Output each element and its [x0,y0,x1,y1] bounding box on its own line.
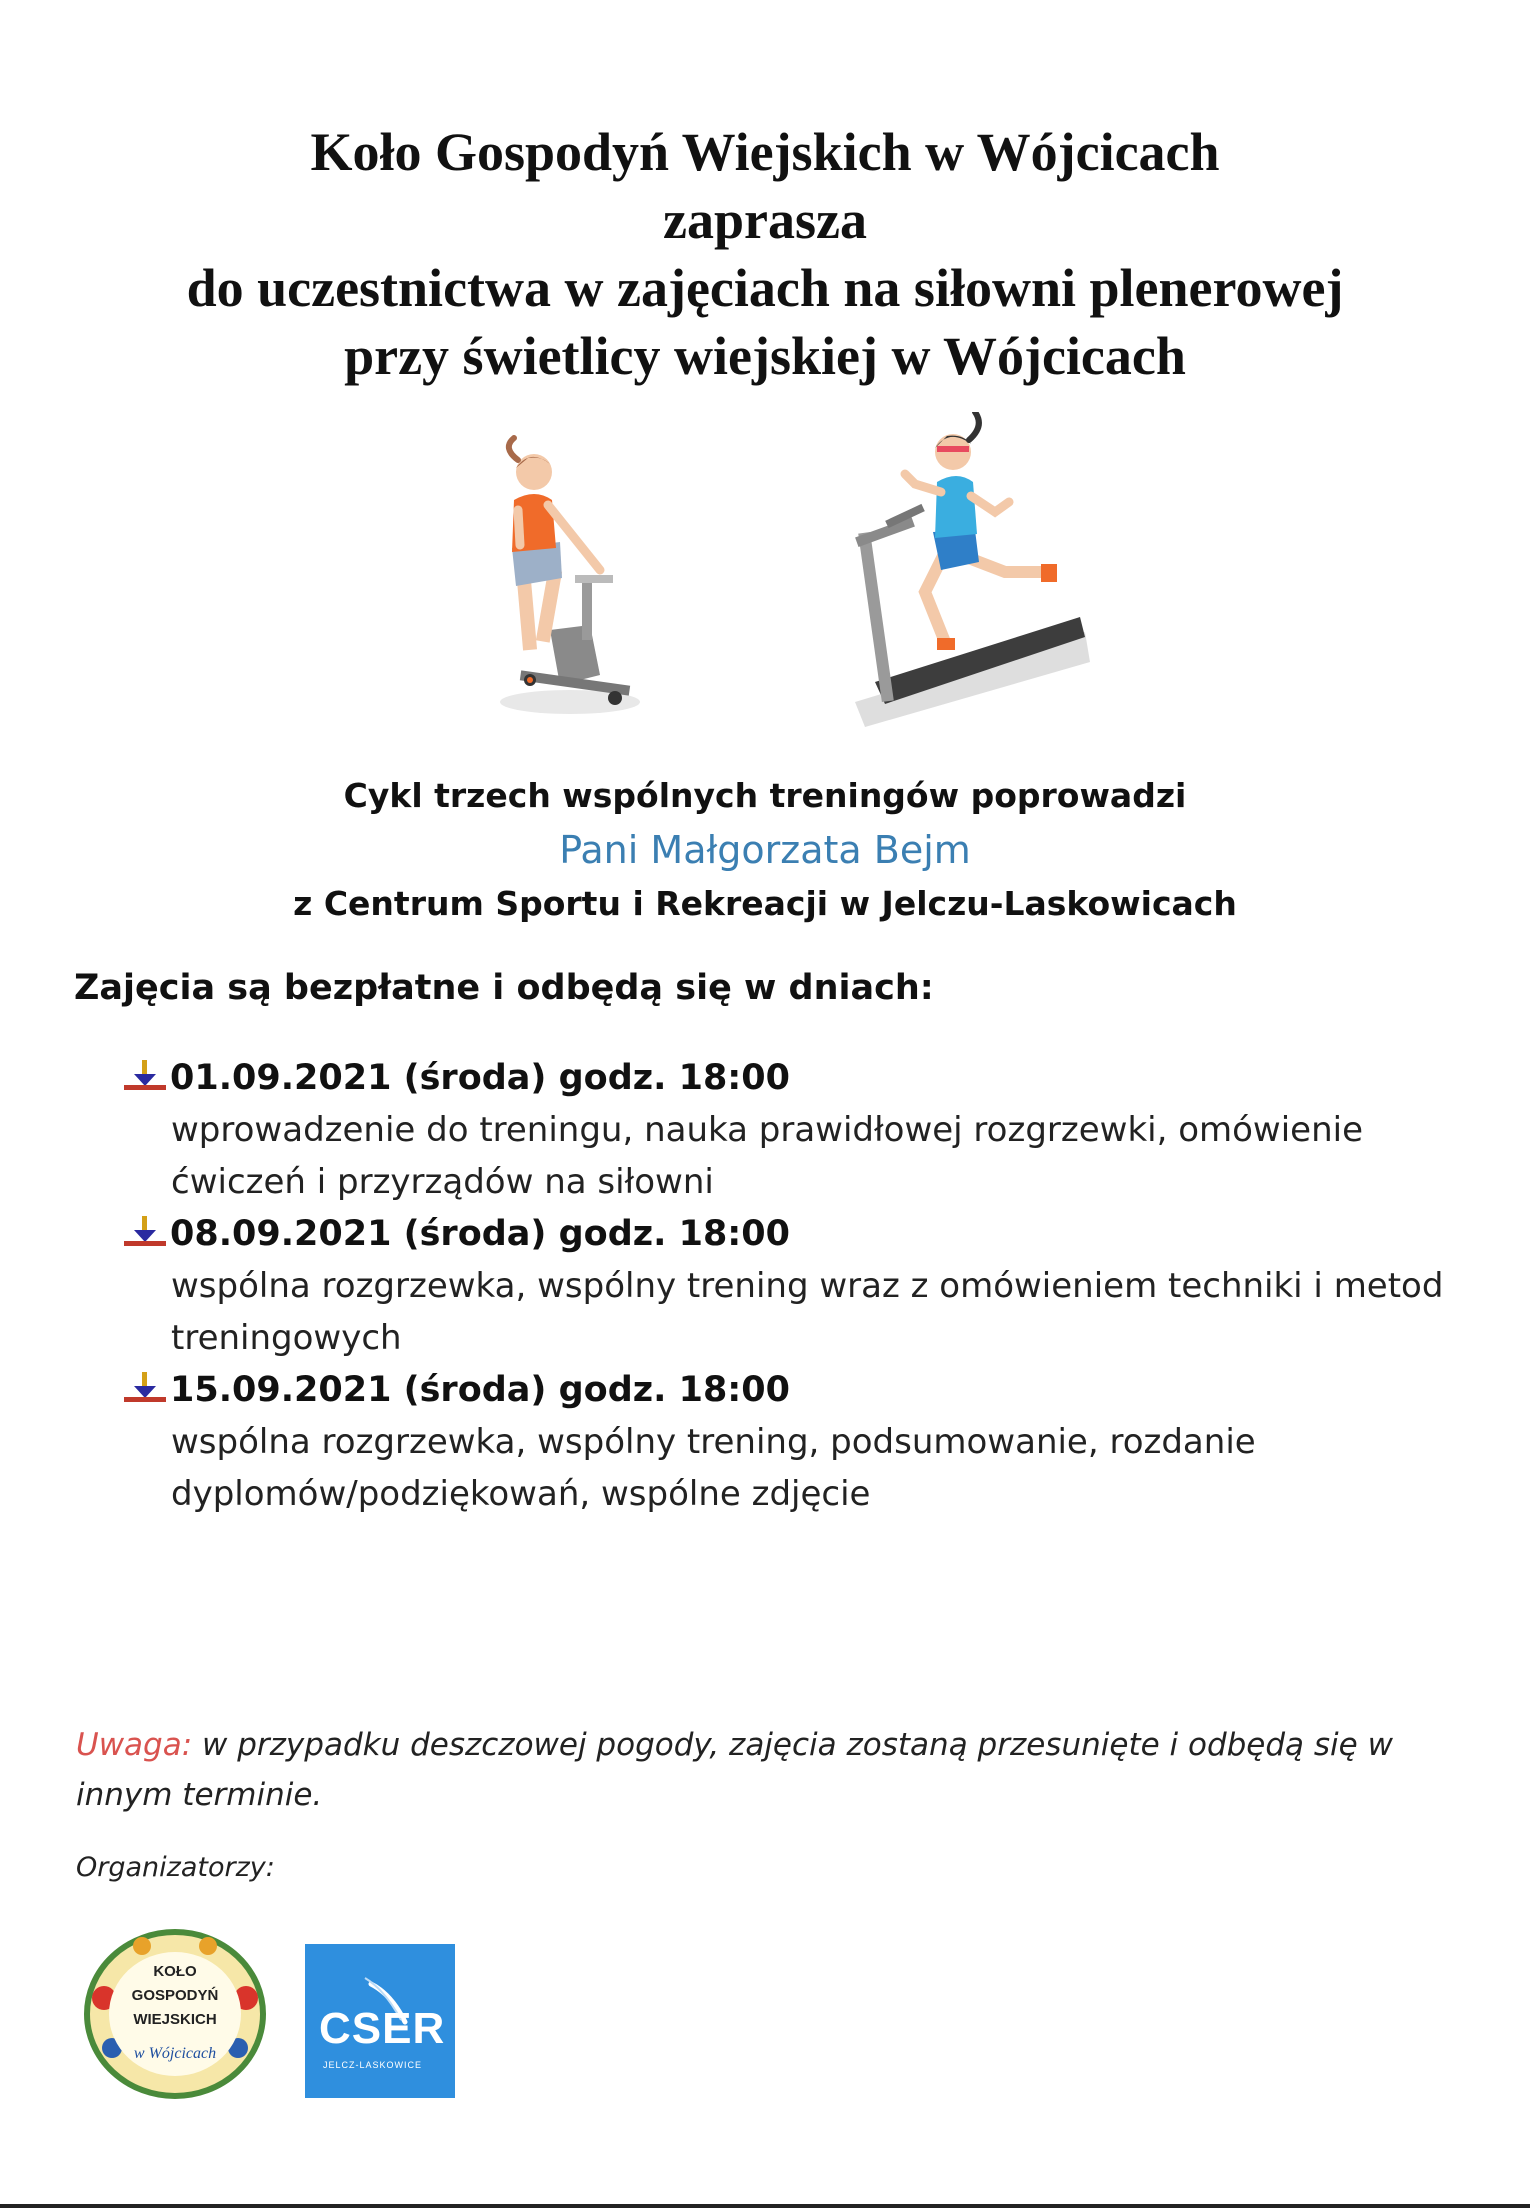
kgw-logo-line-1: KOŁO [153,1963,197,1980]
cser-brand: CSER [319,2004,446,2053]
session-description: wspólna rozgrzewka, wspólny trening, podsumowanie, rozdanie dyplomów/podziękowań, wspólne zdjęcie [171,1422,1256,1514]
bottom-border [0,2204,1530,2208]
weather-note [76,1720,1456,1820]
note-text: w przypadku deszczowej pogody, zajęcia zostaną przesunięte i odbędą się w innym terminie. [76,1727,1393,1813]
intro-line: Cykl trzech wspólnych treningów poprowadzi [343,776,1187,815]
arrow-bullet-icon [120,1056,170,1100]
heading-line-1: Koło Gospodyń Wiejskich w Wójcicach [310,122,1220,182]
session-description: wprowadzenie do treningu, nauka prawidłowej rozgrzewki, omówienie ćwiczeń i przyrządów na siłowni [171,1110,1364,1202]
arrow-bullet-icon [120,1212,170,1256]
heading-line-4: przy świetlicy wiejskiej w Wójcicach [344,326,1186,386]
kgw-logo-line-3: WIEJSKICH [133,2011,217,2028]
list-item [120,1052,1480,1208]
arrow-bullet-icon [120,1368,170,1412]
intro-block [0,770,1530,930]
session-date: 01.09.2021 (środa) godz. 18:00 [170,1058,791,1098]
session-description: wspólna rozgrzewka, wspólny trening wraz z omówieniem techniki i metod treningowych [171,1266,1444,1358]
cser-subtitle: JELCZ-LASKOWICE [323,2060,423,2070]
kgw-logo-line-2: GOSPODYŃ [131,1987,219,2004]
page-heading [0,118,1530,390]
note-warning-label: Uwaga: [76,1727,193,1763]
kgw-logo-line-4: w Wójcicach [133,2045,217,2062]
list-item [120,1364,1480,1520]
heading-line-3: do uczestnictwa w zajęciach na siłowni plenerowej [186,258,1344,318]
session-list [120,1052,1480,1520]
heading-line-2: zaprasza [663,190,867,250]
session-date: 08.09.2021 (środa) godz. 18:00 [170,1214,791,1254]
cser-logo [305,1944,455,2098]
session-date: 15.09.2021 (środa) godz. 18:00 [170,1370,791,1410]
free-classes-label: Zajęcia są bezpłatne i odbędą się w dniach: [74,968,934,1008]
organizers-label: Organizatorzy: [76,1852,275,1883]
list-item [120,1208,1480,1364]
treadmill-illustration [845,412,1095,732]
kgw-logo [82,1928,268,2100]
intro-organization: z Centrum Sportu i Rekreacji w Jelczu-Laskowicach [293,884,1237,923]
exercise-bike-illustration [490,430,660,720]
trainer-name: Pani Małgorzata Bejm [559,828,971,872]
